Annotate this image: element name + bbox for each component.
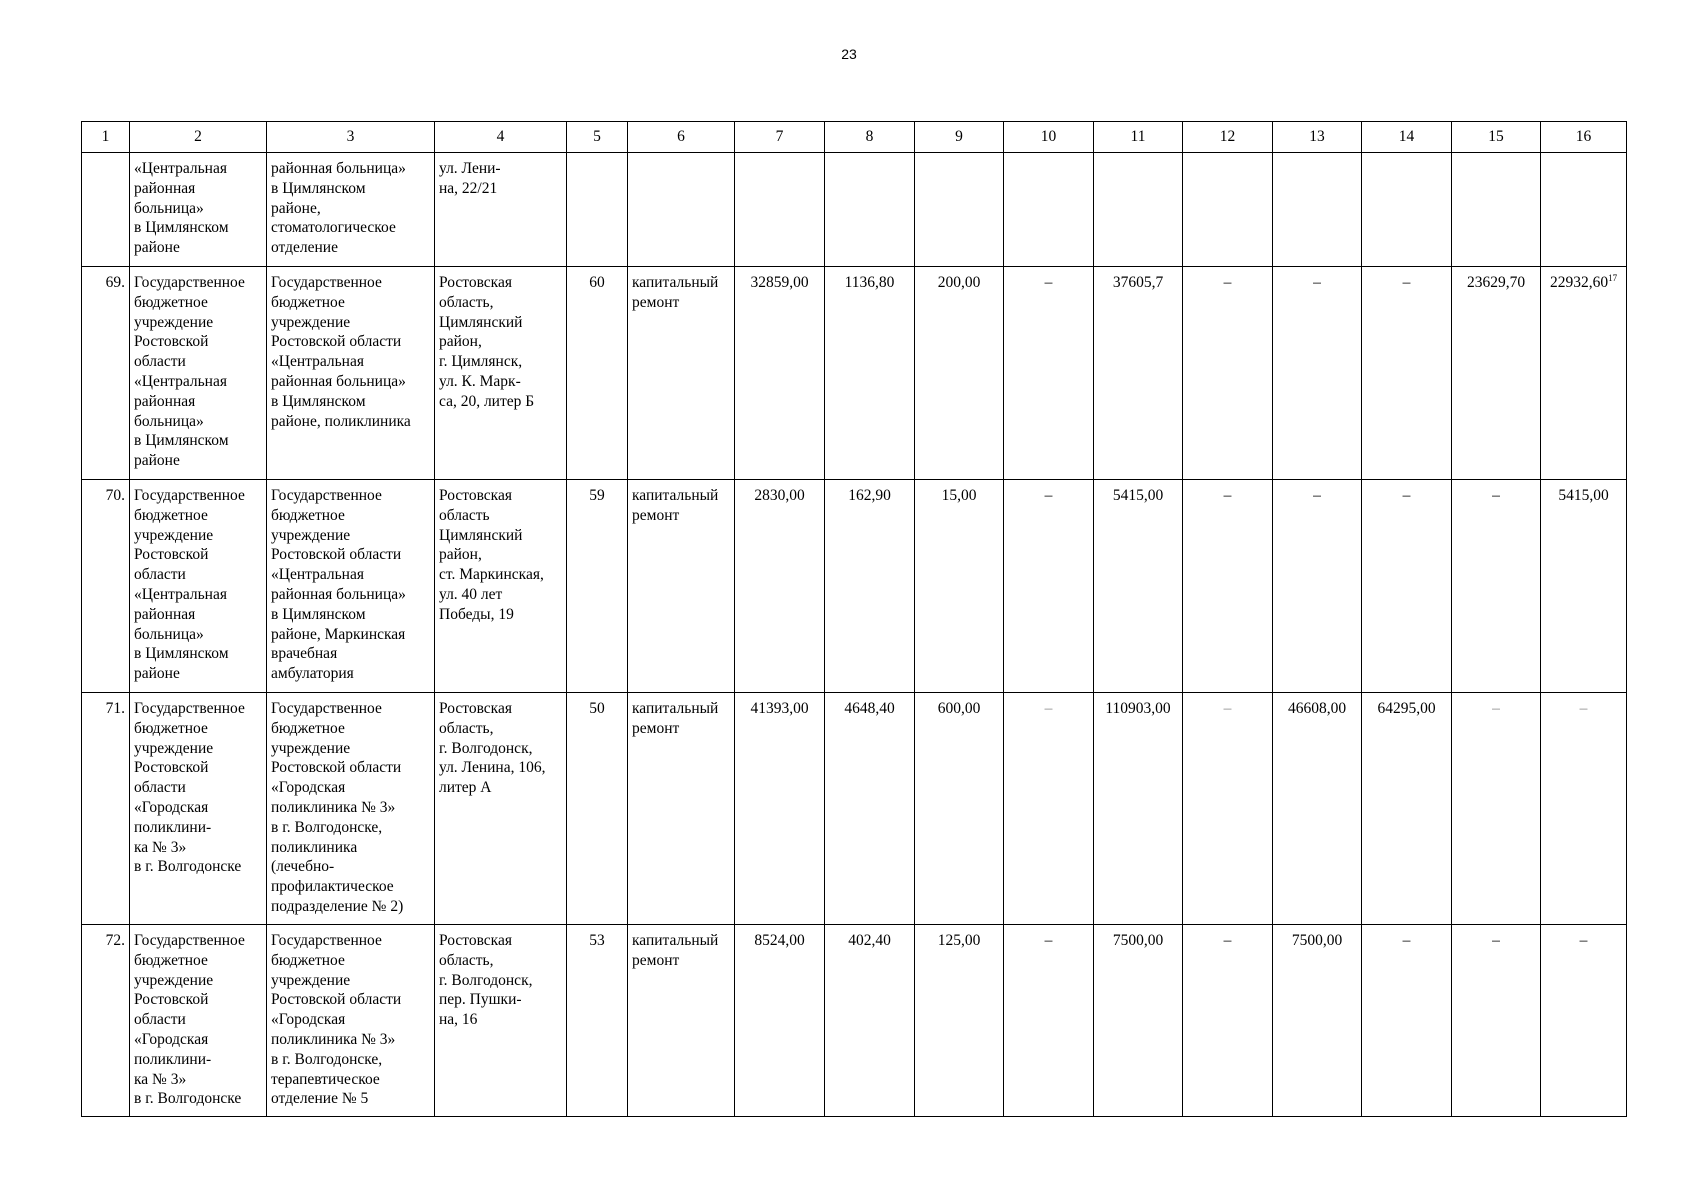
cell-col13: – (1273, 480, 1362, 693)
cell-col11: 7500,00 (1094, 925, 1183, 1117)
institution-cell: Государственное бюджетное учреждение Ростовской области «Городская поликлини- ка № 3» в г. Волгодонске (130, 925, 267, 1117)
col-header-5: 5 (567, 122, 628, 153)
work-type-cell: капитальный ремонт (628, 267, 735, 480)
cell-col16: – (1541, 693, 1627, 925)
object-name-cell: Государственное бюджетное учреждение Ростовской области «Центральная районная больница» в Цимлянском районе, Маркинская врачебная амбулатория (267, 480, 435, 693)
cell-col16: 5415,00 (1541, 480, 1627, 693)
col-header-12: 12 (1183, 122, 1273, 153)
address-cell: ул. Лени- на, 22/21 (435, 153, 567, 267)
cell-col5 (567, 153, 628, 267)
cell-col15: – (1452, 480, 1541, 693)
work-type-cell: капитальный ремонт (628, 480, 735, 693)
cell-col14: – (1362, 480, 1452, 693)
cell-col15: – (1452, 693, 1541, 925)
cell-col8 (825, 153, 915, 267)
cell-col16: – (1541, 925, 1627, 1117)
object-name-cell: Государственное бюджетное учреждение Ростовской области «Городская поликлиника № 3» в г. Волгодонске, терапевтическое отделение № 5 (267, 925, 435, 1117)
row-number: 70. (82, 480, 130, 693)
cell-col10: – (1004, 925, 1094, 1117)
cell-col16 (1541, 153, 1627, 267)
cell-col12: – (1183, 693, 1273, 925)
work-type-cell: капитальный ремонт (628, 693, 735, 925)
address-cell: Ростовская область, г. Волгодонск, ул. Ленина, 106, литер А (435, 693, 567, 925)
cell-col10: – (1004, 693, 1094, 925)
footnote-marker: 17 (1608, 272, 1618, 283)
cell-col9: 600,00 (915, 693, 1004, 925)
table-row (82, 267, 1627, 480)
cell-col7: 2830,00 (735, 480, 825, 693)
cell-col8: 4648,40 (825, 693, 915, 925)
cell-col13: – (1273, 267, 1362, 480)
cell-col8: 162,90 (825, 480, 915, 693)
cell-col14: 64295,00 (1362, 693, 1452, 925)
address-cell: Ростовская область, г. Волгодонск, пер. Пушки- на, 16 (435, 925, 567, 1117)
cell-col5: 59 (567, 480, 628, 693)
col-header-9: 9 (915, 122, 1004, 153)
table-row (82, 925, 1627, 1117)
cell-col5: 60 (567, 267, 628, 480)
col-header-8: 8 (825, 122, 915, 153)
cell-col10: – (1004, 267, 1094, 480)
object-name-cell: Государственное бюджетное учреждение Ростовской области «Центральная районная больница» в Цимлянском районе, поликлиника (267, 267, 435, 480)
row-number: 69. (82, 267, 130, 480)
col-header-6: 6 (628, 122, 735, 153)
cell-col7: 32859,00 (735, 267, 825, 480)
institution-cell: «Центральная районная больница» в Цимлянском районе (130, 153, 267, 267)
cell-col15: 23629,70 (1452, 267, 1541, 480)
col-header-11: 11 (1094, 122, 1183, 153)
col-header-14: 14 (1362, 122, 1452, 153)
col-header-2: 2 (130, 122, 267, 153)
cell-col7 (735, 153, 825, 267)
cell-col12: – (1183, 267, 1273, 480)
col-header-16: 16 (1541, 122, 1627, 153)
cell-col13: 7500,00 (1273, 925, 1362, 1117)
address-cell: Ростовская область Цимлянский район, ст. Маркинская, ул. 40 лет Победы, 19 (435, 480, 567, 693)
table-row (82, 693, 1627, 925)
col-header-1: 1 (82, 122, 130, 153)
cell-col9: 15,00 (915, 480, 1004, 693)
cell-col15: – (1452, 925, 1541, 1117)
cell-col15 (1452, 153, 1541, 267)
cell-col11: 5415,00 (1094, 480, 1183, 693)
cell-col13 (1273, 153, 1362, 267)
cell-col5: 50 (567, 693, 628, 925)
data-table (81, 121, 1627, 1117)
institution-cell: Государственное бюджетное учреждение Ростовской области «Городская поликлини- ка № 3» в г. Волгодонске (130, 693, 267, 925)
col-header-3: 3 (267, 122, 435, 153)
cell-col9: 125,00 (915, 925, 1004, 1117)
cell-col12 (1183, 153, 1273, 267)
work-type-cell (628, 153, 735, 267)
page-number: 23 (841, 46, 857, 62)
col-header-7: 7 (735, 122, 825, 153)
object-name-cell: Государственное бюджетное учреждение Ростовской области «Городская поликлиника № 3» в г. Волгодонске, поликлиника (лечебно- профилактическое подразделение № 2) (267, 693, 435, 925)
row-number (82, 153, 130, 267)
cell-col16-value: 22932,60 (1549, 274, 1609, 291)
column-number-row (82, 122, 1627, 153)
cell-col12: – (1183, 925, 1273, 1117)
cell-col9 (915, 153, 1004, 267)
cell-col7: 41393,00 (735, 693, 825, 925)
cell-col10 (1004, 153, 1094, 267)
col-header-4: 4 (435, 122, 567, 153)
institution-cell: Государственное бюджетное учреждение Ростовской области «Центральная районная больница» в Цимлянском районе (130, 480, 267, 693)
cell-col14: – (1362, 267, 1452, 480)
row-number: 72. (82, 925, 130, 1117)
cell-col8: 1136,80 (825, 267, 915, 480)
col-header-10: 10 (1004, 122, 1094, 153)
table-row (82, 153, 1627, 267)
col-header-15: 15 (1452, 122, 1541, 153)
row-number: 71. (82, 693, 130, 925)
institution-cell: Государственное бюджетное учреждение Ростовской области «Центральная районная больница» в Цимлянском районе (130, 267, 267, 480)
cell-col8: 402,40 (825, 925, 915, 1117)
cell-col11 (1094, 153, 1183, 267)
cell-col14: – (1362, 925, 1452, 1117)
col-header-13: 13 (1273, 122, 1362, 153)
object-name-cell: районная больница» в Цимлянском районе, стоматологическое отделение (267, 153, 435, 267)
address-cell: Ростовская область, Цимлянский район, г. Цимлянск, ул. К. Марк- са, 20, литер Б (435, 267, 567, 480)
cell-col5: 53 (567, 925, 628, 1117)
cell-col10: – (1004, 480, 1094, 693)
cell-col9: 200,00 (915, 267, 1004, 480)
cell-col11: 37605,7 (1094, 267, 1183, 480)
cell-col16 (1541, 267, 1627, 480)
cell-col7: 8524,00 (735, 925, 825, 1117)
table-row (82, 480, 1627, 693)
work-type-cell: капитальный ремонт (628, 925, 735, 1117)
cell-col13: 46608,00 (1273, 693, 1362, 925)
cell-col14 (1362, 153, 1452, 267)
cell-col11: 110903,00 (1094, 693, 1183, 925)
cell-col12: – (1183, 480, 1273, 693)
